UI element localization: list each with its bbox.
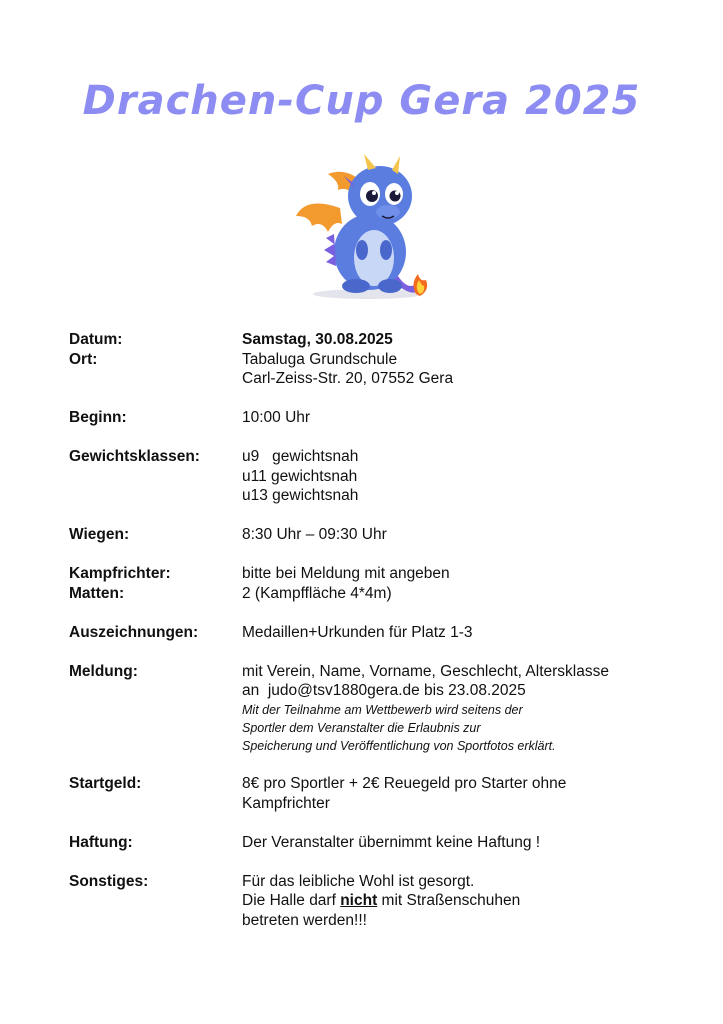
sonstiges-line2-post: mit Straßenschuhen bbox=[377, 892, 521, 909]
startgeld-line2: Kampfrichter bbox=[242, 794, 330, 812]
label-startgeld: Startgeld: bbox=[69, 775, 142, 792]
row-startgeld bbox=[69, 774, 669, 813]
value-sonstiges bbox=[242, 872, 669, 931]
value-kampfrichter: bitte bei Meldung mit angeben bbox=[242, 565, 450, 582]
label-datum: Datum: bbox=[69, 331, 123, 348]
sonstiges-line2-pre: Die Halle darf bbox=[242, 892, 341, 909]
ort-line2: Carl-Zeiss-Str. 20, 07552 Gera bbox=[242, 370, 454, 387]
row-haftung bbox=[69, 833, 669, 853]
row-gewichtsklassen bbox=[69, 447, 669, 506]
gewicht-line2: u11 gewichtsnah bbox=[242, 467, 358, 485]
value-auszeichnungen: Medaillen+Urkunden für Platz 1-3 bbox=[242, 623, 473, 641]
gewicht-line3: u13 gewichtsnah bbox=[242, 487, 359, 504]
meldung-line2: an judo@tsv1880gera.de bis 23.08.2025 bbox=[242, 682, 526, 699]
row-ort bbox=[69, 350, 669, 389]
startgeld-line1: 8€ pro Sportler + 2€ Reuegeld pro Starter ohne bbox=[242, 775, 567, 792]
sonstiges-emphasis: nicht bbox=[340, 892, 378, 909]
row-datum bbox=[69, 330, 669, 350]
row-meldung bbox=[69, 662, 669, 755]
dragon-illustration-icon bbox=[288, 146, 438, 306]
label-auszeichnungen: Auszeichnungen: bbox=[69, 623, 199, 641]
label-gewichtsklassen: Gewichtsklassen: bbox=[69, 448, 200, 465]
row-wiegen bbox=[69, 525, 669, 545]
label-matten: Matten: bbox=[69, 584, 125, 602]
value-haftung: Der Veranstalter übernimmt keine Haftung ! bbox=[242, 833, 541, 851]
page-title: Drachen-Cup Gera 2025 bbox=[82, 78, 641, 124]
event-details bbox=[69, 330, 669, 930]
row-matten bbox=[69, 584, 669, 604]
label-sonstiges: Sonstiges: bbox=[69, 872, 149, 890]
sonstiges-line2 bbox=[242, 891, 669, 911]
meldung-note3: Speicherung und Veröffentlichung von Sportfotos erklärt. bbox=[242, 738, 556, 753]
meldung-note2: Sportler dem Veranstalter die Erlaubnis zur bbox=[242, 720, 481, 735]
value-gewichtsklassen bbox=[242, 447, 669, 506]
value-ort bbox=[242, 350, 669, 389]
value-meldung bbox=[242, 662, 669, 755]
label-wiegen: Wiegen: bbox=[69, 526, 130, 543]
gewicht-line1: u9 gewichtsnah bbox=[242, 448, 359, 465]
sonstiges-line1: Für das leibliche Wohl ist gesorgt. bbox=[242, 872, 475, 890]
value-startgeld bbox=[242, 774, 669, 813]
label-ort: Ort: bbox=[69, 350, 98, 368]
label-meldung: Meldung: bbox=[69, 662, 138, 680]
meldung-line1: mit Verein, Name, Vorname, Geschlecht, Altersklasse bbox=[242, 662, 609, 680]
label-kampfrichter: Kampfrichter: bbox=[69, 565, 171, 582]
row-kampfrichter bbox=[69, 564, 669, 584]
row-auszeichnungen bbox=[69, 623, 669, 643]
row-sonstiges bbox=[69, 872, 669, 931]
value-wiegen: 8:30 Uhr – 09:30 Uhr bbox=[242, 526, 387, 543]
label-beginn: Beginn: bbox=[69, 409, 127, 426]
ort-line1: Tabaluga Grundschule bbox=[242, 350, 398, 368]
value-beginn: 10:00 Uhr bbox=[242, 409, 311, 426]
value-matten: 2 (Kampffläche 4*4m) bbox=[242, 584, 392, 602]
row-beginn bbox=[69, 408, 669, 428]
label-haftung: Haftung: bbox=[69, 833, 133, 851]
value-datum: Samstag, 30.08.2025 bbox=[242, 331, 393, 348]
sonstiges-line3: betreten werden!!! bbox=[242, 911, 367, 929]
meldung-note1: Mit der Teilnahme am Wettbewerb wird seitens der bbox=[242, 702, 523, 717]
